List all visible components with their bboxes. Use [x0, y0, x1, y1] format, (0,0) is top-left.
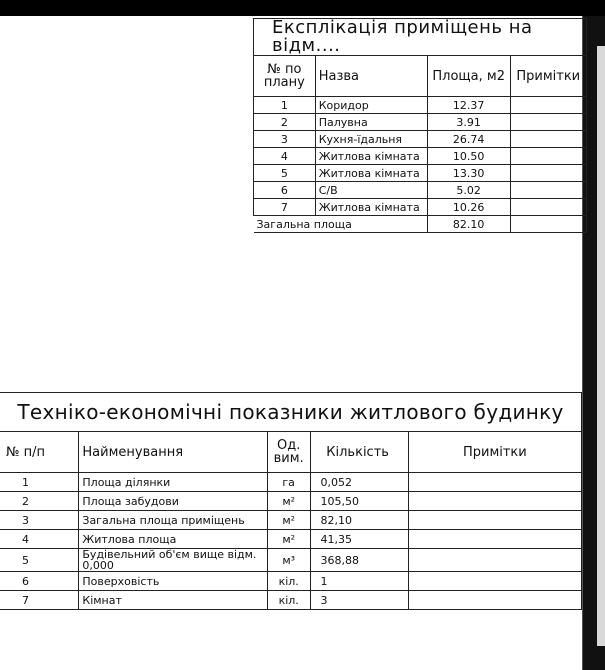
cell-notes [408, 591, 581, 610]
table-row[interactable] [254, 148, 587, 165]
table-row[interactable] [0, 549, 582, 572]
table-row[interactable] [254, 97, 587, 114]
cell-num: 6 [254, 182, 316, 199]
cell-area: 5.02 [427, 182, 510, 199]
cell-name: Коридор [315, 97, 427, 114]
table-row[interactable] [254, 114, 587, 131]
cell-notes [510, 182, 587, 199]
table-row[interactable] [254, 131, 587, 148]
tep-title: Техніко-економічні показники житлового будинку [0, 393, 582, 432]
cell-name: Будівельний об'єм вище відм. 0,000 [79, 549, 267, 572]
cell-unit: м³ [267, 549, 310, 572]
header-name: Назва [315, 56, 427, 97]
cell-area: 26.74 [427, 131, 510, 148]
cell-unit: га [267, 473, 310, 492]
cell-notes [510, 131, 587, 148]
header-num: № по плану [254, 56, 316, 97]
header-notes: Примітки [510, 56, 587, 97]
header-qty: Кількість [310, 432, 408, 473]
cell-num: 3 [254, 131, 316, 148]
tep-table[interactable] [0, 392, 582, 610]
cell-name: Житлова кімната [315, 199, 427, 216]
header-name: Найменування [79, 432, 267, 473]
cell-area: 3.91 [427, 114, 510, 131]
cell-qty: 41,35 [310, 530, 408, 549]
cell-notes [510, 97, 587, 114]
vertical-scrollbar[interactable] [597, 46, 605, 646]
cell-unit: кіл. [267, 572, 310, 591]
cell-area: 10.26 [427, 199, 510, 216]
total-label: Загальна площа [254, 216, 428, 233]
table-row[interactable] [0, 591, 582, 610]
cell-notes [408, 473, 581, 492]
cell-num: 1 [0, 473, 79, 492]
cell-num: 4 [254, 148, 316, 165]
cell-num: 3 [0, 511, 79, 530]
total-notes [510, 216, 587, 233]
cell-name: Кімнат [79, 591, 267, 610]
cell-num: 7 [254, 199, 316, 216]
cell-num: 7 [0, 591, 79, 610]
cell-unit: м² [267, 492, 310, 511]
cell-name: Житлова площа [79, 530, 267, 549]
explication-title: Експлікація приміщень на відм.... [254, 19, 587, 56]
cell-name: Житлова кімната [315, 165, 427, 182]
cell-name: Кухня-їдальня [315, 131, 427, 148]
explication-header-row [254, 56, 587, 97]
cell-notes [408, 572, 581, 591]
cell-qty: 1 [310, 572, 408, 591]
cell-area: 10.50 [427, 148, 510, 165]
cell-num: 5 [254, 165, 316, 182]
cell-notes [408, 511, 581, 530]
cell-name: Площа ділянки [79, 473, 267, 492]
cell-qty: 105,50 [310, 492, 408, 511]
cell-unit: м² [267, 530, 310, 549]
table-row[interactable] [0, 473, 582, 492]
cell-name: Житлова кімната [315, 148, 427, 165]
header-area: Площа, м2 [427, 56, 510, 97]
total-value: 82.10 [427, 216, 510, 233]
table-row[interactable] [0, 572, 582, 591]
cell-notes [510, 165, 587, 182]
cell-name: С/В [315, 182, 427, 199]
total-row[interactable] [254, 216, 587, 233]
cell-qty: 0,052 [310, 473, 408, 492]
cell-num: 2 [0, 492, 79, 511]
cell-unit: м² [267, 511, 310, 530]
cell-num: 5 [0, 549, 79, 572]
cell-notes [510, 199, 587, 216]
table-row[interactable] [254, 165, 587, 182]
cell-num: 2 [254, 114, 316, 131]
cell-notes [408, 530, 581, 549]
cell-area: 12.37 [427, 97, 510, 114]
table-row[interactable] [0, 530, 582, 549]
cell-unit: кіл. [267, 591, 310, 610]
cell-notes [408, 492, 581, 511]
cell-area: 13.30 [427, 165, 510, 182]
window-top-bar [0, 0, 605, 16]
cell-notes [510, 114, 587, 131]
cell-qty: 82,10 [310, 511, 408, 530]
header-unit: Од. вим. [267, 432, 310, 473]
cell-name: Поверховість [79, 572, 267, 591]
cell-notes [510, 148, 587, 165]
table-row[interactable] [0, 511, 582, 530]
cell-num: 1 [254, 97, 316, 114]
table-row[interactable] [254, 182, 587, 199]
cell-qty: 3 [310, 591, 408, 610]
cell-qty: 368,88 [310, 549, 408, 572]
cell-name: Загальна площа приміщень [79, 511, 267, 530]
header-num: № п/п [0, 432, 79, 473]
explication-table[interactable] [253, 18, 587, 233]
cell-num: 4 [0, 530, 79, 549]
table-row[interactable] [254, 199, 587, 216]
cell-num: 6 [0, 572, 79, 591]
header-notes: Примітки [408, 432, 581, 473]
cell-notes [408, 549, 581, 572]
table-row[interactable] [0, 492, 582, 511]
cell-name: Площа забудови [79, 492, 267, 511]
tep-header-row [0, 432, 582, 473]
cell-name: Палувна [315, 114, 427, 131]
